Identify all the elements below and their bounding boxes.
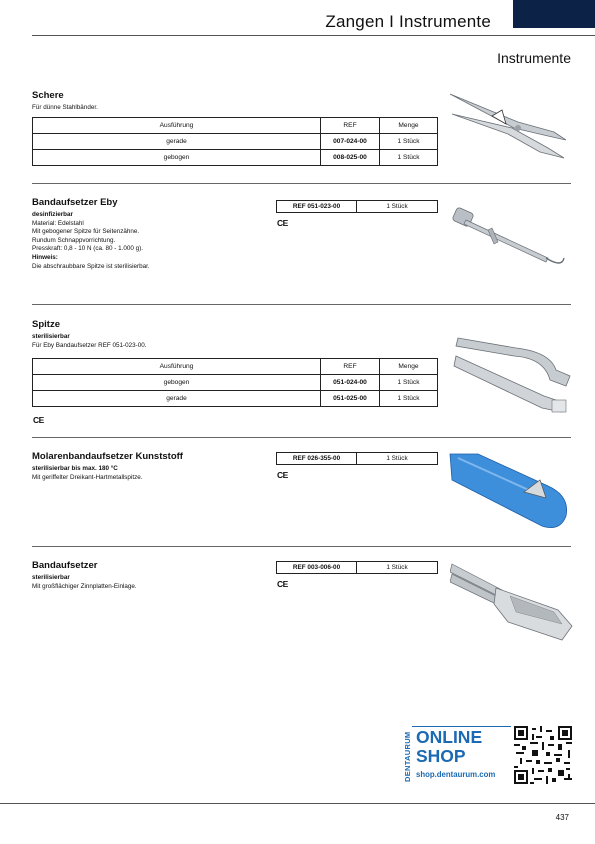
section-divider [32,183,571,184]
table-header: Menge [380,118,438,134]
ref-number: REF 026-355-00 [277,453,357,465]
ce-mark: CE [33,415,44,425]
product-bandaufsetzer [32,560,137,591]
variant-table-schere [32,117,438,166]
product-subtitle: sterilisierbar [32,574,70,581]
table-row [33,134,438,150]
product-description: Rundum Schnappvorrichtung. [32,236,116,244]
footer-divider [0,803,595,804]
table-row [33,150,438,166]
band-setter-image [450,560,575,644]
ref-number: REF 003-006-00 [277,562,357,574]
online-shop-heading[interactable]: ONLINE [416,727,483,747]
product-description: Mit gebogener Spitze für Seitenzähne. [32,228,140,236]
product-description: Presskraft: 0,8 - 10 N (ca. 80 - 1.000 g). [32,245,143,253]
product-subtitle: sterilisierbar bis max. 180 °C [32,465,118,472]
product-description: Mit großflächiger Zinnplatten-Einlage. [32,582,137,590]
header-color-bar [513,0,595,28]
table-cell: gerade [33,391,321,407]
table-cell: 1 Stück [380,375,438,391]
ref-table-molaren [276,452,438,465]
ce-mark: CE [277,218,288,228]
product-spitze [32,319,146,350]
product-name: Schere [32,90,64,101]
product-subtitle: sterilisierbar [32,333,70,340]
molar-band-setter-image [448,452,573,534]
product-name: Molarenbandaufsetzer Kunststoff [32,451,183,462]
quantity: 1 Stück [357,201,438,213]
table-header: REF [321,118,380,134]
product-schere [32,90,98,113]
ce-mark: CE [277,579,288,589]
qr-code-icon[interactable] [514,726,572,784]
page-number: 437 [555,813,569,822]
table-cell: 1 Stück [380,150,438,166]
table-row [33,375,438,391]
table-cell: 051-025-00 [321,391,380,407]
header-divider [32,35,595,36]
quantity: 1 Stück [357,562,438,574]
table-cell: 051-024-00 [321,375,380,391]
table-cell: gebogen [33,150,321,166]
table-cell: gebogen [33,375,321,391]
table-header: Menge [380,359,438,375]
variant-table-spitze [32,358,438,407]
section-divider [32,546,571,547]
section-divider [32,304,571,305]
note-label: Hinweis: [32,253,58,261]
table-row [33,391,438,407]
quantity: 1 Stück [357,453,438,465]
table-header: REF [321,359,380,375]
section-divider [32,437,571,438]
table-cell: 008-025-00 [321,150,380,166]
section-title: Instrumente [497,50,571,66]
table-cell: 1 Stück [380,391,438,407]
scissors-image [448,88,573,168]
table-cell: 1 Stück [380,134,438,150]
band-setter-eby-image [452,206,572,276]
product-description: Material: Edelstahl [32,219,84,227]
ref-table-bandaufsetzer [276,561,438,574]
product-name: Bandaufsetzer [32,560,98,571]
table-header: Ausführung [33,359,321,375]
note-text: Die abschraubbare Spitze ist sterilisierbar. [32,262,150,270]
product-molarenbandaufsetzer [32,451,183,482]
shop-url-link[interactable]: shop.dentaurum.com [416,770,496,779]
product-bandaufsetzer-eby [32,197,150,271]
product-name: Bandaufsetzer Eby [32,197,118,208]
product-description: Mit geriffelter Dreikant-Hartmetallspitze. [32,473,143,481]
ref-number: REF 051-023-00 [277,201,357,213]
product-name: Spitze [32,319,60,330]
online-shop-heading-2[interactable]: SHOP [416,746,466,766]
brand-vertical-label [401,726,412,784]
brand-name: DENTAURUM [403,731,412,782]
product-description: Für dünne Stahlbänder. [32,104,98,111]
tips-image [452,324,577,416]
table-cell: gerade [33,134,321,150]
table-header: Ausführung [33,118,321,134]
page-title: Zangen I Instrumente [325,12,491,31]
product-subtitle: desinfizierbar [32,211,73,218]
product-description: Für Eby Bandaufsetzer REF 051-023-00. [32,341,147,349]
ce-mark: CE [277,470,288,480]
table-cell: 007-024-00 [321,134,380,150]
ref-table-eby [276,200,438,213]
